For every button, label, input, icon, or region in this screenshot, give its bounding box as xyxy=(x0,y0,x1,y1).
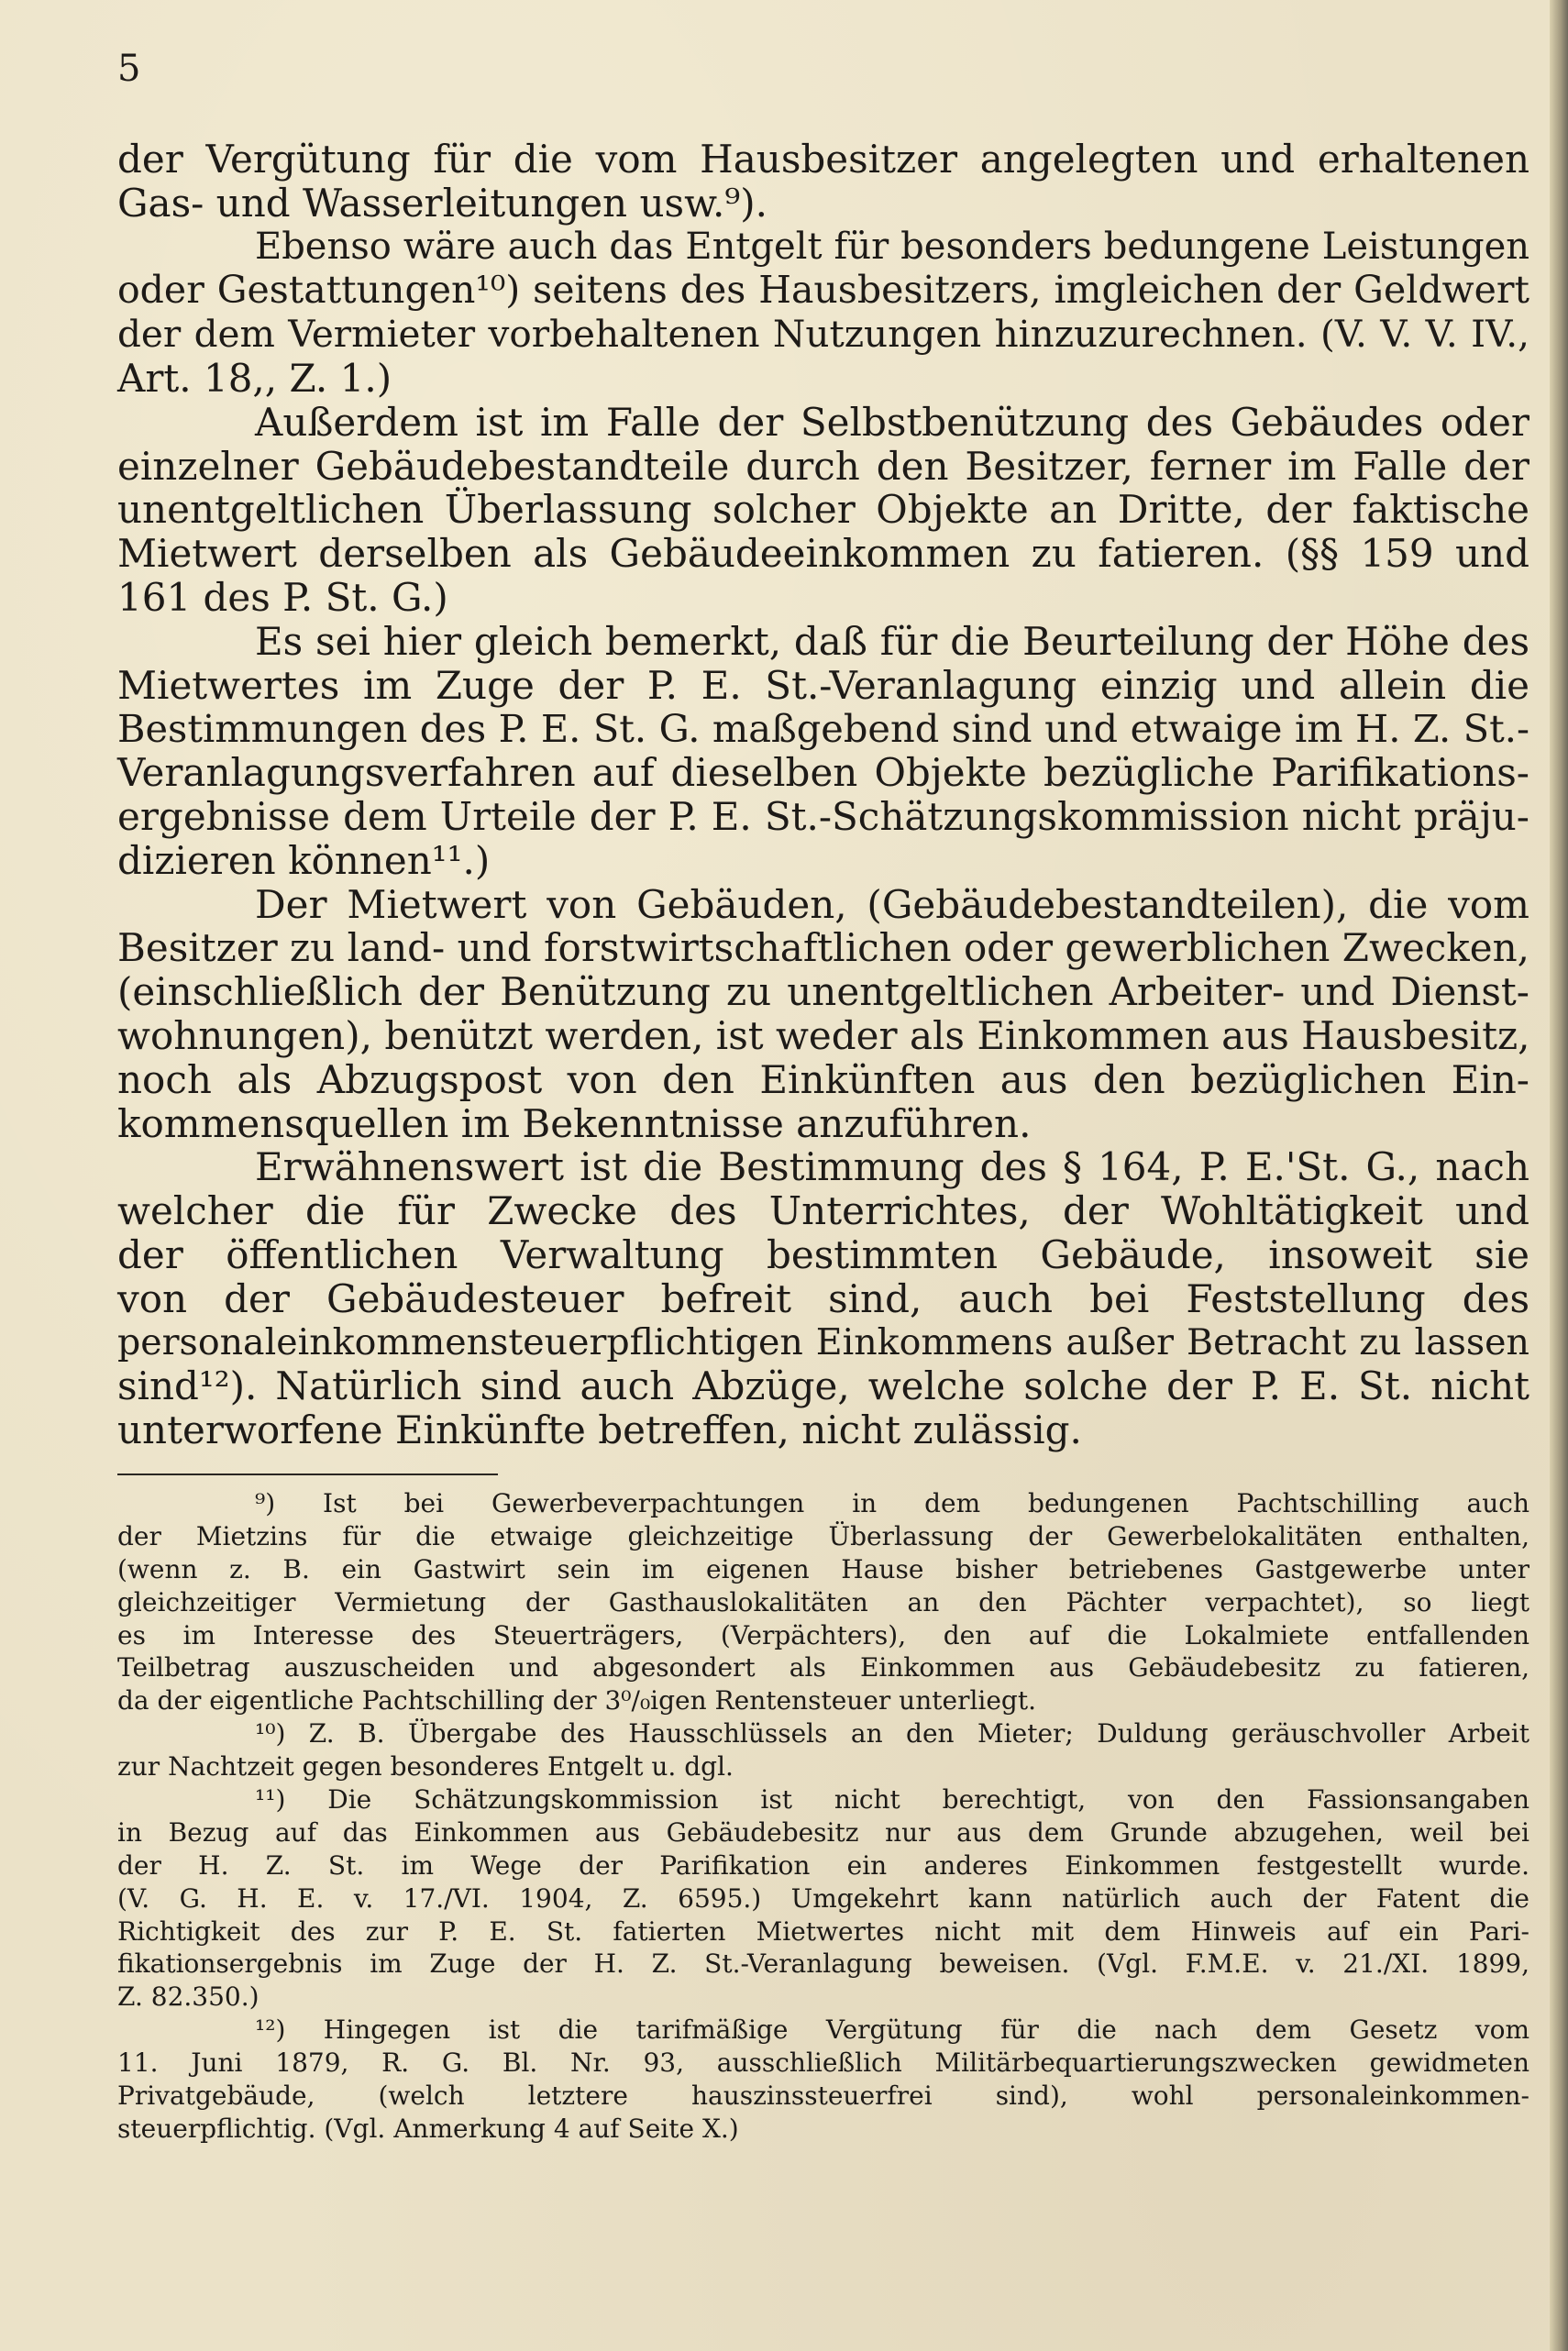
body-line: Gas- und Wasserleitungen usw.⁹). xyxy=(117,180,767,226)
footnote-line: 11. Juni 1879, R. G. Bl. Nr. 93, ausschließlich Militärbequartierungszwecken gewidmeten xyxy=(117,2047,1529,2079)
footnote-line: ¹¹) Die Schätzungskommission ist nicht berechtigt, von den Fassionsangaben xyxy=(255,1784,1529,1816)
body-line: oder Gestattungen¹⁰) seitens des Hausbesitzers, imgleichen der Geldwert xyxy=(117,268,1529,313)
footnote-line: Teilbetrag auszuscheiden und abgesondert als Einkommen aus Gebäudebesitz zu fatieren, xyxy=(117,1652,1529,1683)
body-line: ergebnisse dem Urteile der P. E. St.-Schätzungskommission nicht präju- xyxy=(117,793,1529,839)
body-line: Mietwert derselben als Gebäudeeinkommen zu fatieren. (§§ 159 und xyxy=(117,531,1529,577)
footnote-separator xyxy=(117,1474,498,1475)
footnote-line: Privatgebäude, (welch letztere hauszinssteuerfrei sind), wohl personaleinkommen- xyxy=(117,2081,1529,2112)
footnote-line: (wenn z. B. ein Gastwirt sein im eigenen Hause bisher betriebenes Gastgewerbe unter xyxy=(117,1553,1529,1584)
body-line: sind¹²). Natürlich sind auch Abzüge, welche solche der P. E. St. nicht xyxy=(117,1363,1529,1409)
body-line: der Vergütung für die vom Hausbesitzer angelegten und erhaltenen xyxy=(117,137,1529,182)
footnote-line: fikationsergebnis im Zuge der H. Z. St.-Veranlagung beweisen. (Vgl. F.M.E. v. 21./XI. 1899, xyxy=(117,1948,1529,1980)
footnote-line: ⁹) Ist bei Gewerbeverpachtungen in dem bedungenen Pachtschilling auch xyxy=(255,1488,1529,1518)
footnote-line: ¹⁰) Z. B. Übergabe des Hausschlüssels an den Mieter; Duldung geräuschvoller Arbeit xyxy=(255,1718,1529,1749)
footnote-line: ¹²) Hingegen ist die tarifmäßige Vergütung für die nach dem Gesetz vom xyxy=(255,2014,1529,2046)
footnote-line: (V. G. H. E. v. 17./VI. 1904, Z. 6595.) Umgekehrt kann natürlich auch der Fatent die xyxy=(117,1882,1529,1914)
body-line: einzelner Gebäudebestandteile durch den Besitzer, ferner im Falle der xyxy=(117,443,1529,489)
body-line: personaleinkommensteuerpflichtigen Einkommens außer Betracht zu lassen xyxy=(117,1320,1529,1363)
body-line: Bestimmungen des P. E. St. G. maßgebend sind und etwaige im H. Z. St.- xyxy=(117,706,1529,752)
body-line: Der Mietwert von Gebäuden, (Gebäudebestandteilen), die vom xyxy=(255,881,1529,927)
body-line: kommensquellen im Bekenntnisse anzuführen. xyxy=(117,1100,1032,1146)
footnote-line: Z. 82.350.) xyxy=(117,1981,259,2013)
body-line: Ebenso wäre auch das Entgelt für besonders bedungene Leistungen xyxy=(255,225,1529,268)
body-line: der öffentlichen Verwaltung bestimmten Gebäude, insoweit sie xyxy=(117,1231,1529,1277)
body-line: Außerdem ist im Falle der Selbstbenützung des Gebäudes oder xyxy=(255,399,1529,445)
footnotes xyxy=(117,1487,1529,2146)
footnote-line: steuerpflichtig. (Vgl. Anmerkung 4 auf Seite X.) xyxy=(117,2113,739,2144)
body-line: unentgeltlichen Überlassung solcher Objekte an Dritte, der faktische xyxy=(117,487,1529,533)
body-line: noch als Abzugspost von den Einkünften aus den bezüglichen Ein- xyxy=(117,1056,1529,1102)
body-line: unterworfene Einkünfte betreffen, nicht zulässig. xyxy=(117,1407,1082,1453)
body-line: dizieren können¹¹.) xyxy=(117,837,491,883)
body-line: der dem Vermieter vorbehaltenen Nutzungen hinzuzurechnen. (V. V. V. IV., xyxy=(117,312,1529,357)
footnote-line: gleichzeitiger Vermietung der Gasthauslokalitäten an den Pächter verpachtet), so liegt xyxy=(117,1586,1529,1617)
body-line: Erwähnenswert ist die Bestimmung des § 164, P. E.'St. G., nach xyxy=(255,1144,1529,1190)
body-line: Es sei hier gleich bemerkt, daß für die Beurteilung der Höhe des xyxy=(255,618,1529,664)
body-line: welcher die für Zwecke des Unterrichtes, der Wohltätigkeit und xyxy=(117,1188,1529,1234)
body-text xyxy=(117,138,1529,1452)
footnote-line: es im Interesse des Steuerträgers, (Verpächters), den auf die Lokalmiete entfallenden xyxy=(117,1619,1529,1650)
body-line: wohnungen), benützt werden, ist weder als Einkommen aus Hausbesitz, xyxy=(117,1012,1530,1058)
body-line: 161 des P. St. G.) xyxy=(117,574,448,620)
body-line: Art. 18,, Z. 1.) xyxy=(117,355,392,401)
body-line: Mietwertes im Zuge der P. E. St.-Veranlagung einzig und allein die xyxy=(117,662,1529,708)
body-line: von der Gebäudesteuer befreit sind, auch bei Feststellung des xyxy=(117,1275,1529,1321)
body-line: (einschließlich der Benützung zu unentgeltlichen Arbeiter- und Dienst- xyxy=(117,969,1529,1015)
body-line: Veranlagungsverfahren auf dieselben Objekte bezügliche Parifikations- xyxy=(117,750,1529,796)
body-line: Besitzer zu land- und forstwirtschaftlichen oder gewerblichen Zwecken, xyxy=(117,925,1529,971)
footnote-line: in Bezug auf das Einkommen aus Gebäudebesitz nur aus dem Grunde abzugehen, weil bei xyxy=(117,1816,1529,1848)
footnote-line: der Mietzins für die etwaige gleichzeitige Überlassung der Gewerbelokalitäten enthalten, xyxy=(117,1520,1529,1551)
page-edge-shadow xyxy=(1550,0,1568,2351)
footnote-line: da der eigentliche Pachtschilling der 3⁰/₀igen Rentensteuer unterliegt. xyxy=(117,1685,1037,1716)
footnote-line: Richtigkeit des zur P. E. St. fatierten Mietwertes nicht mit dem Hinweis auf ein Pari- xyxy=(117,1915,1529,1947)
page-number: 5 xyxy=(117,48,141,90)
footnote-line: zur Nachtzeit gegen besonderes Entgelt u. dgl. xyxy=(117,1751,734,1783)
footnote-line: der H. Z. St. im Wege der Parifikation ein anderes Einkommen festgestellt wurde. xyxy=(117,1849,1529,1881)
